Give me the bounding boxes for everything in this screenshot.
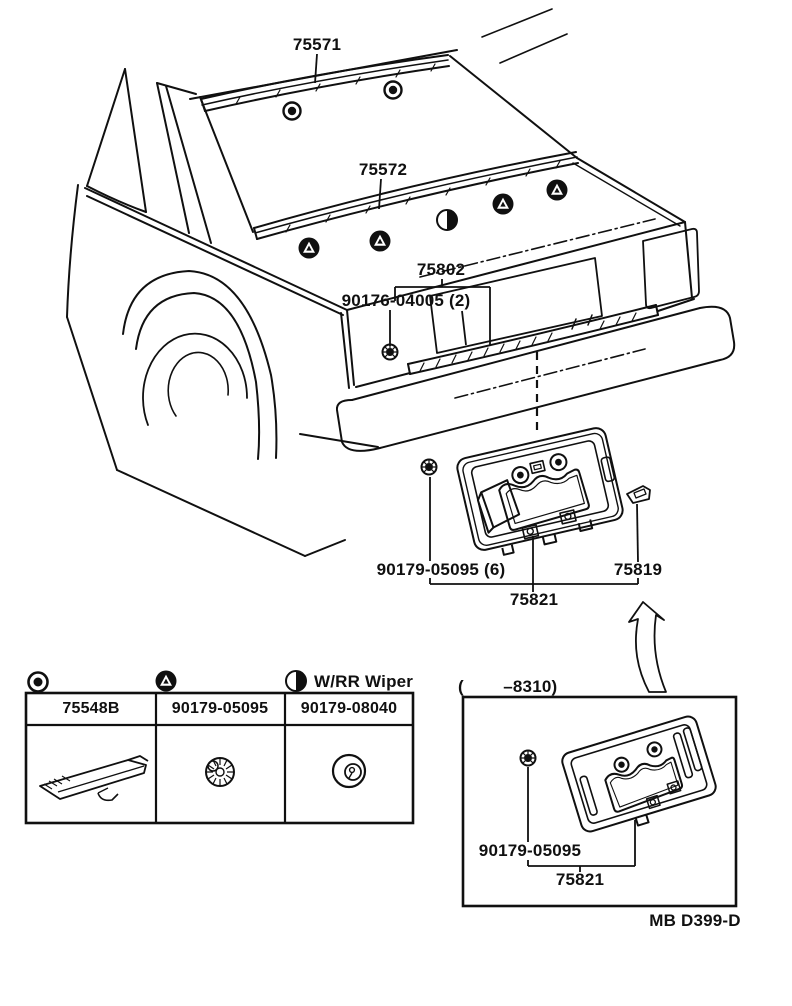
variant-applicability-label: ( –8310) (458, 677, 558, 696)
part-label-75819: 75819 (613, 560, 663, 579)
moulding-75572 (254, 152, 578, 239)
part-label-75821: 75821 (509, 590, 559, 609)
pad-75819 (627, 486, 650, 503)
legend-symbol-bullseye (29, 673, 48, 692)
moulding-75802 (408, 305, 658, 374)
part-label-75572: 75572 (358, 160, 408, 179)
legend-col-90179-05095: 90179-05095 (171, 700, 269, 717)
nut-icon-90176 (383, 345, 398, 360)
half-circle-clip-symbol (437, 210, 457, 230)
legend-symbol-triangle (156, 671, 177, 692)
variant-arrow-icon (629, 602, 666, 692)
clip-75548B-drawing (40, 756, 148, 800)
license-garnish-75821-early (560, 714, 720, 841)
part-label-75571: 75571 (292, 35, 342, 54)
diagram-code: MB D399-D (649, 911, 741, 930)
legend-col-75548B: 75548B (62, 700, 120, 717)
nut-icon-90179-box (521, 751, 536, 766)
part-label-90176-04005: 90176-04005 (2) (341, 291, 471, 310)
variant-clip-label: 90179-05095 (478, 841, 582, 860)
legend-col-90179-08040: 90179-08040 (300, 700, 398, 717)
legend-wiper-note: W/RR Wiper (314, 672, 414, 691)
clip-90179-08040-drawing (333, 755, 365, 787)
triangle-clip-symbols (299, 180, 568, 259)
part-label-90179-05095: 90179-05095 (6) (376, 560, 506, 579)
legend-symbol-half-circle (286, 671, 306, 691)
moulding-75571 (201, 55, 449, 111)
license-garnish-75821 (455, 426, 626, 561)
bullseye-clip-symbols (284, 82, 402, 120)
part-label-75802: 75802 (416, 260, 466, 279)
variant-garnish-label: 75821 (555, 870, 605, 889)
nut-icon-90179-main (422, 460, 437, 475)
clip-90179-05095-drawing (206, 758, 234, 786)
